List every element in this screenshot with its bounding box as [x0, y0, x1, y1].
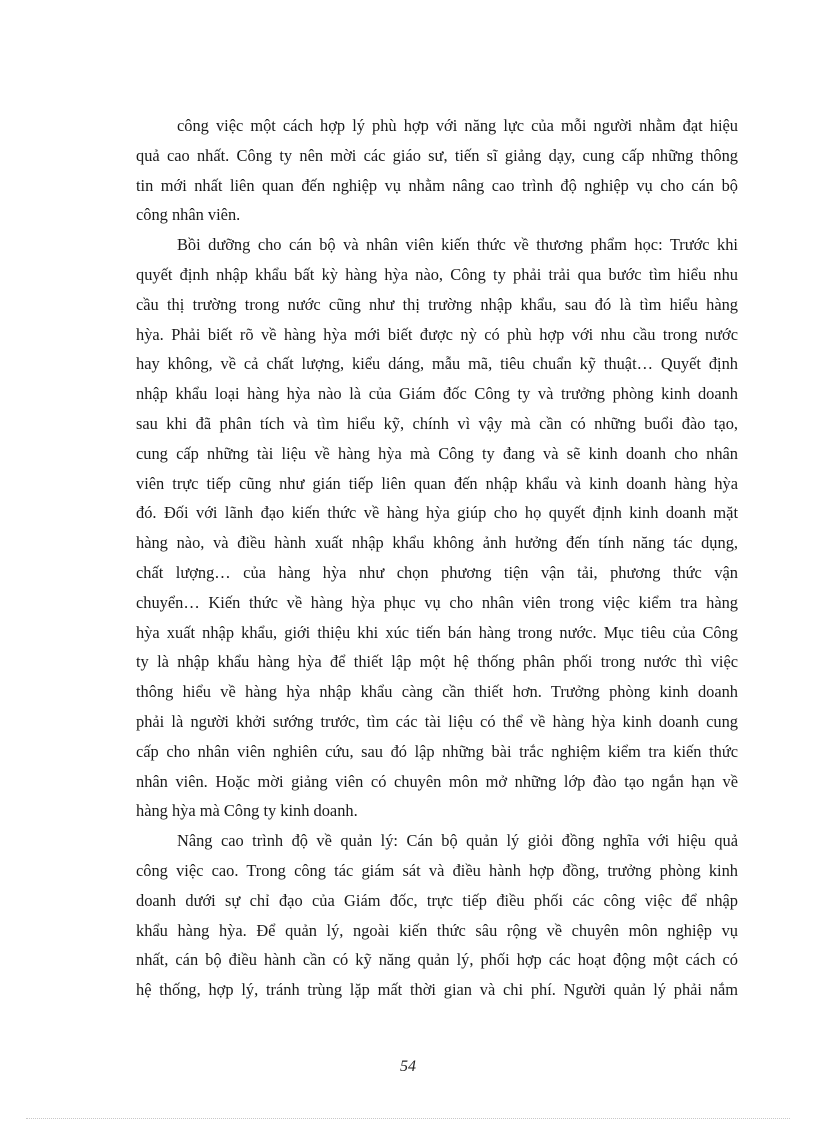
text-line: ty là nhập khẩu hàng hỳa để thiết lập một hệ thống phân phối trong nước thì việc — [136, 652, 738, 672]
body-text — [136, 111, 738, 1005]
text-line: Nâng cao trình độ về quản lý: Cán bộ quản lý giỏi đồng nghĩa với hiệu quả — [177, 831, 738, 851]
text-line: khẩu hàng hỳa. Để quản lý, ngoài kiến thức sâu rộng về chuyên môn nghiệp vụ — [136, 920, 738, 940]
text-line: hàng nào, và điều hành xuất nhập khẩu không ảnh hưởng đến tính năng tác dụng, — [136, 533, 738, 553]
text-line: chất lượng… của hàng hỳa như chọn phương tiện vận tải, phương thức vận — [136, 562, 738, 582]
paragraph — [136, 230, 738, 826]
text-line: Bồi dưỡng cho cán bộ và nhân viên kiến thức về thương phẩm học: Trước khi — [177, 235, 738, 255]
text-line: phải là người khởi sướng trước, tìm các tài liệu có thể về hàng hỳa kinh doanh cung — [136, 711, 738, 731]
page-number: 54 — [400, 1058, 416, 1075]
text-line: hay không, về cả chất lượng, kiểu dáng, mẫu mã, tiêu chuẩn kỹ thuật… Quyết định — [136, 354, 738, 374]
text-line: công việc cao. Trong công tác giám sát và điều hành hợp đồng, trưởng phòng kinh — [136, 860, 738, 880]
text-line: nhân viên. Hoặc mời giảng viên có chuyên môn mở những lớp đào tạo ngắn hạn về — [136, 771, 738, 791]
text-line: nhập khẩu loại hàng hỳa nào là của Giám đốc Công ty và trưởng phòng kinh doanh — [136, 384, 738, 404]
text-line: chuyển… Kiến thức về hàng hỳa phục vụ cho nhân viên trong việc kiểm tra hàng — [136, 592, 738, 612]
page-bottom-rule — [26, 1118, 790, 1119]
text-line: thông hiểu về hàng hỳa nhập khẩu càng cần thiết hơn. Trưởng phòng kinh doanh — [136, 682, 738, 702]
text-line: hàng hỳa mà Công ty kinh doanh. — [136, 801, 358, 821]
text-line: sau khi đã phân tích và tìm hiểu kỹ, chính vì vậy mà cần có những buổi đào tạo, — [136, 413, 738, 433]
text-line: cung cấp những tài liệu về hàng hỳa mà Công ty đang và sẽ kinh doanh cho nhân — [136, 443, 738, 463]
text-line: tin mới nhất liên quan đến nghiệp vụ nhằm nâng cao trình độ nghiệp vụ cho cán bộ — [136, 175, 738, 195]
text-line: quả cao nhất. Công ty nên mời các giáo sư, tiến sĩ giảng dạy, cung cấp những thông — [136, 145, 738, 165]
paragraph — [136, 111, 738, 230]
text-line: công nhân viên. — [136, 205, 241, 225]
paragraph — [136, 826, 738, 1005]
text-line: hệ thống, hợp lý, tránh trùng lặp mất thời gian và chi phí. Người quản lý phải nắm — [136, 980, 738, 1000]
text-line: đó. Đối với lãnh đạo kiến thức về hàng hỳa giúp cho họ quyết định kinh doanh mặt — [136, 503, 738, 523]
text-line: hỳa xuất nhập khẩu, giới thiệu khi xúc tiến bán hàng trong nước. Mục tiêu của Công — [136, 622, 738, 642]
text-line: viên trực tiếp cũng như gián tiếp liên quan đến nhập khẩu và kinh doanh hàng hỳa — [136, 473, 738, 493]
text-line: cầu thị trường trong nước cũng như thị trường nhập khẩu, sau đó là tìm hiểu hàng — [136, 294, 738, 314]
text-line: công việc một cách hợp lý phù hợp với năng lực của mỗi người nhằm đạt hiệu — [177, 116, 738, 135]
text-line: hỳa. Phải biết rõ về hàng hỳa mới biết được nỳ có phù hợp với nhu cầu trong nước — [136, 324, 738, 344]
text-line: doanh dưới sự chỉ đạo của Giám đốc, trực tiếp điều phối các công việc để nhập — [136, 890, 738, 910]
text-line: quyết định nhập khẩu bất kỳ hàng hỳa nào, Công ty phải trải qua bước tìm hiểu nhu — [136, 264, 738, 284]
text-line: nhất, cán bộ điều hành cần có kỹ năng quản lý, phối hợp các hoạt động một cách có — [136, 950, 738, 970]
text-line: cấp cho nhân viên nghiên cứu, sau đó lập những bài trắc nghiệm kiểm tra kiến thức — [136, 741, 738, 761]
